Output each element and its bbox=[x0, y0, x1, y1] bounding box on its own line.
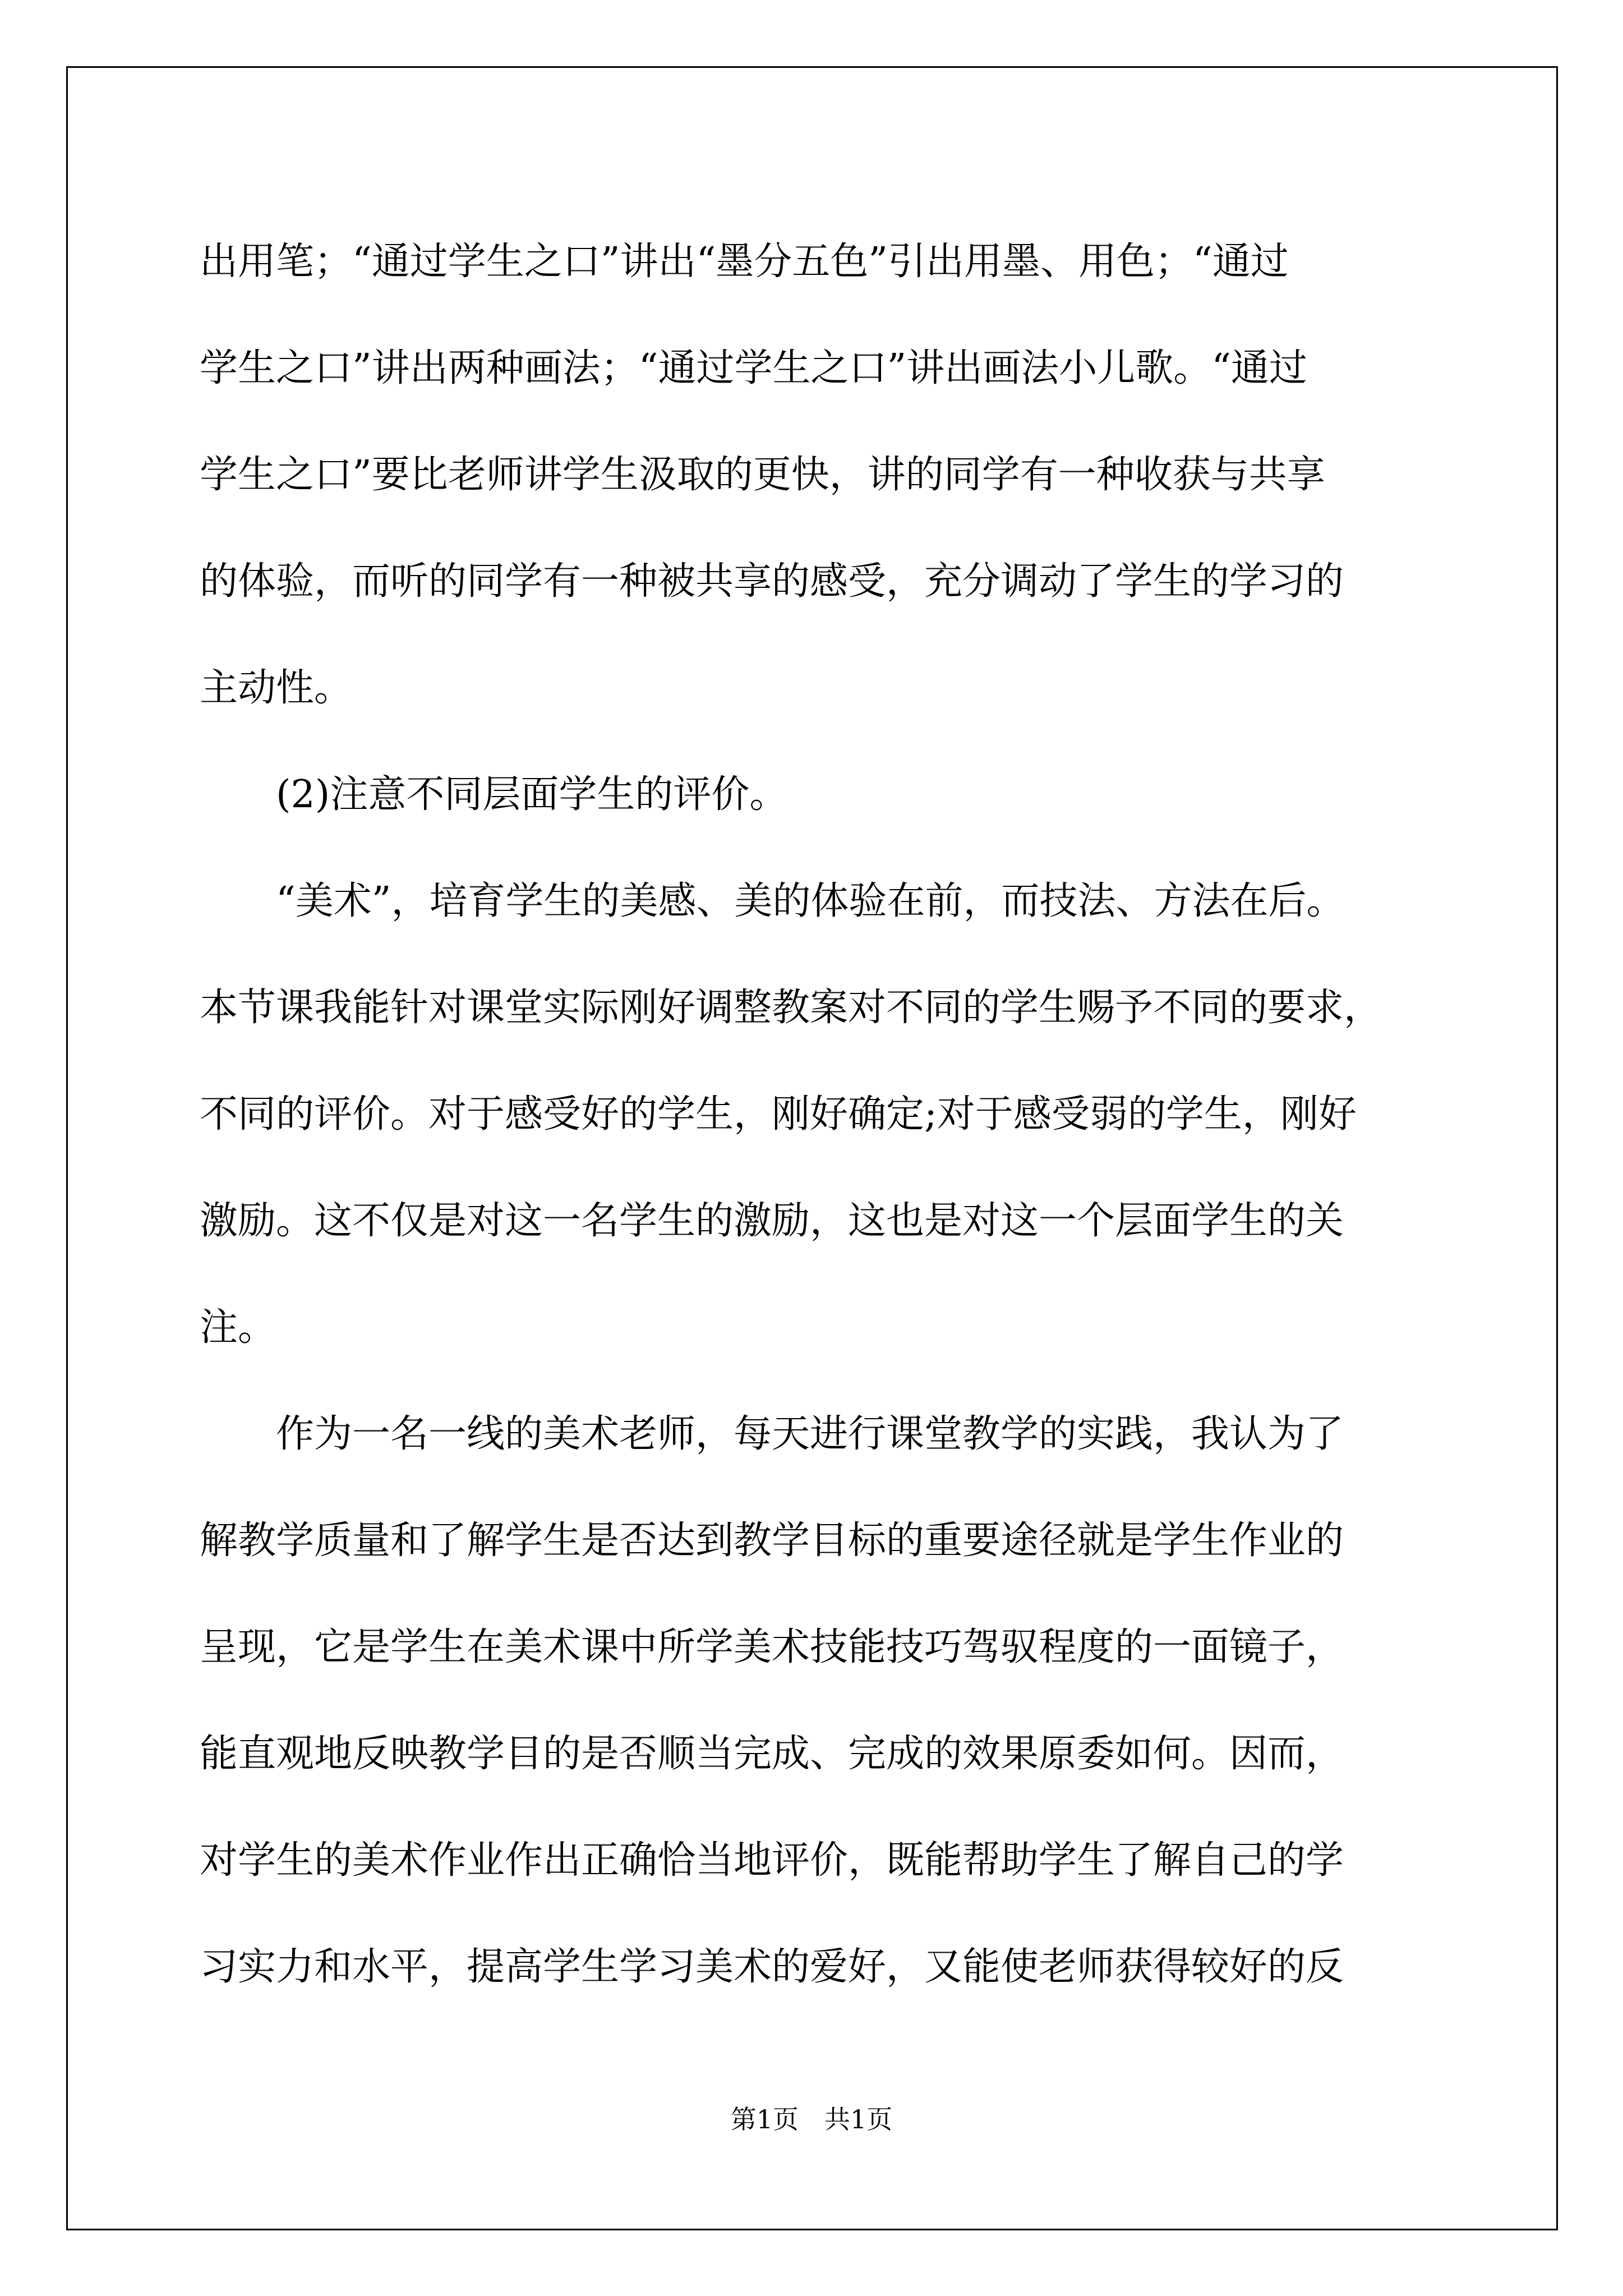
text-line: 注。 bbox=[200, 1305, 276, 1350]
text-line: 学生之口”要比老师讲学生汲取的更快，讲的同学有一种收获与共享 bbox=[200, 453, 1325, 497]
text-line: 主动性。 bbox=[200, 666, 353, 710]
text-line: 学生之口”讲出两种画法；“通过学生之口”讲出画法小儿歌。“通过 bbox=[200, 346, 1308, 390]
text-line: 对学生的美术作业作出正确恰当地评价，既能帮助学生了解自己的学 bbox=[200, 1838, 1344, 1883]
text-line: 激励。这不仅是对这一名学生的激励，这也是对这一个层面学生的关 bbox=[200, 1199, 1344, 1243]
text-line: 不同的评价。对于感受好的学生，刚好确定;对于感受弱的学生，刚好 bbox=[200, 1092, 1357, 1137]
text-line: 出用笔；“通过学生之口”讲出“墨分五色”引出用墨、用色；“通过 bbox=[200, 240, 1289, 284]
text-line: 呈现，它是学生在美术课中所学美术技能技巧驾驭程度的一面镜子， bbox=[200, 1625, 1344, 1669]
text-line: 习实力和水平，提高学生学习美术的爱好，又能使老师获得较好的反 bbox=[200, 1945, 1344, 1989]
text-line: 的体验，而听的同学有一种被共享的感受，充分调动了学生的学习的 bbox=[200, 559, 1344, 604]
text-line: “美术”，培育学生的美感、美的体验在前，而技法、方法在后。 bbox=[200, 879, 1345, 923]
text-line: 能直观地反映教学目的是否顺当完成、完成的效果原委如何。因而， bbox=[200, 1732, 1344, 1776]
text-line: 作为一名一线的美术老师，每天进行课堂教学的实践，我认为了 bbox=[200, 1412, 1344, 1456]
text-line: (2)注意不同层面学生的评价。 bbox=[200, 772, 788, 817]
text-line: 解教学质量和了解学生是否达到教学目标的重要途径就是学生作业的 bbox=[200, 1519, 1344, 1563]
document-body bbox=[200, 209, 1439, 2021]
text-line: 本节课我能针对课堂实际刚好调整教案对不同的学生赐予不同的要求， bbox=[200, 986, 1382, 1030]
page-footer: 第1页 共1页 bbox=[730, 2104, 893, 2134]
